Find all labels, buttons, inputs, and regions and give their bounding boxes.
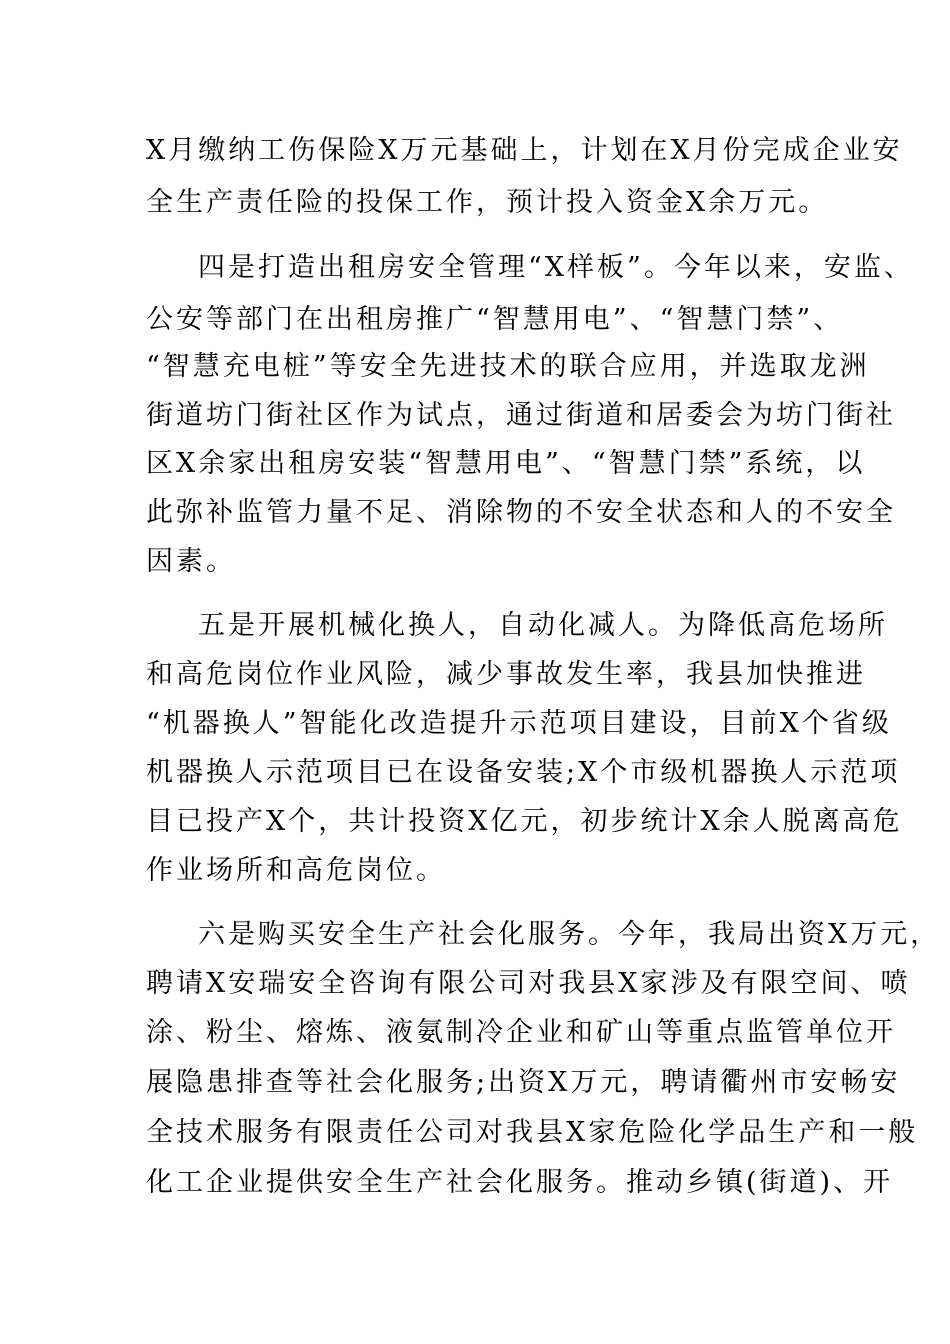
text-line: 此弥补监管力量不足、消除物的不安全状态和人的不安全: [146, 497, 896, 528]
text-line: “机器换人”智能化改造提升示范项目建设，目前X个省级: [146, 708, 892, 739]
text-line: 涂、粉尘、熔炼、液氨制冷企业和矿山等重点监管单位开: [146, 1017, 896, 1048]
paragraph-four-first-line: 四是打造出租房安全管理“X样板”。今年以来，安监、: [198, 252, 914, 283]
text-line: 和高危岗位作业风险，减少事故发生率，我县加快推进: [146, 659, 866, 690]
paragraph-five-first-line: 五是开展机械化换人，自动化减人。为降低高危场所: [198, 610, 888, 641]
text-line: X月缴纳工伤保险X万元基础上，计划在X月份完成企业安: [146, 135, 903, 166]
text-line: 街道坊门街社区作为试点，通过街道和居委会为坊门街社: [146, 400, 896, 431]
text-line: 全生产责任险的投保工作，预计投入资金X余万元。: [146, 187, 829, 218]
text-line: “智慧充电桩”等安全先进技术的联合应用，并选取龙洲: [146, 351, 870, 382]
text-line: 化工企业提供安全生产社会化服务。推动乡镇(街道)、开: [146, 1167, 894, 1198]
text-line: 全技术服务有限责任公司对我县X家危险化学品生产和一般: [146, 1117, 919, 1148]
text-line: 聘请X安瑞安全咨询有限公司对我县X家涉及有限空间、喷: [146, 968, 911, 999]
text-line: 作业场所和高危岗位。: [146, 855, 446, 886]
text-line: 展隐患排查等社会化服务;出资X万元，聘请衢州市安畅安: [146, 1067, 901, 1098]
text-line: 机器换人示范项目已在设备安装;X个市级机器换人示范项: [146, 757, 901, 788]
text-line: 目已投产X个，共计投资X亿元，初步统计X余人脱离高危: [146, 806, 903, 837]
text-line: 因素。: [146, 546, 236, 577]
paragraph-six-first-line: 六是购买安全生产社会化服务。今年，我局出资X万元，: [198, 919, 941, 950]
text-line: 公安等部门在出租房推广“智慧用电”、“智慧门禁”、: [146, 304, 844, 335]
text-line: 区X余家出租房安装“智慧用电”、“智慧门禁”系统，以: [146, 448, 866, 479]
